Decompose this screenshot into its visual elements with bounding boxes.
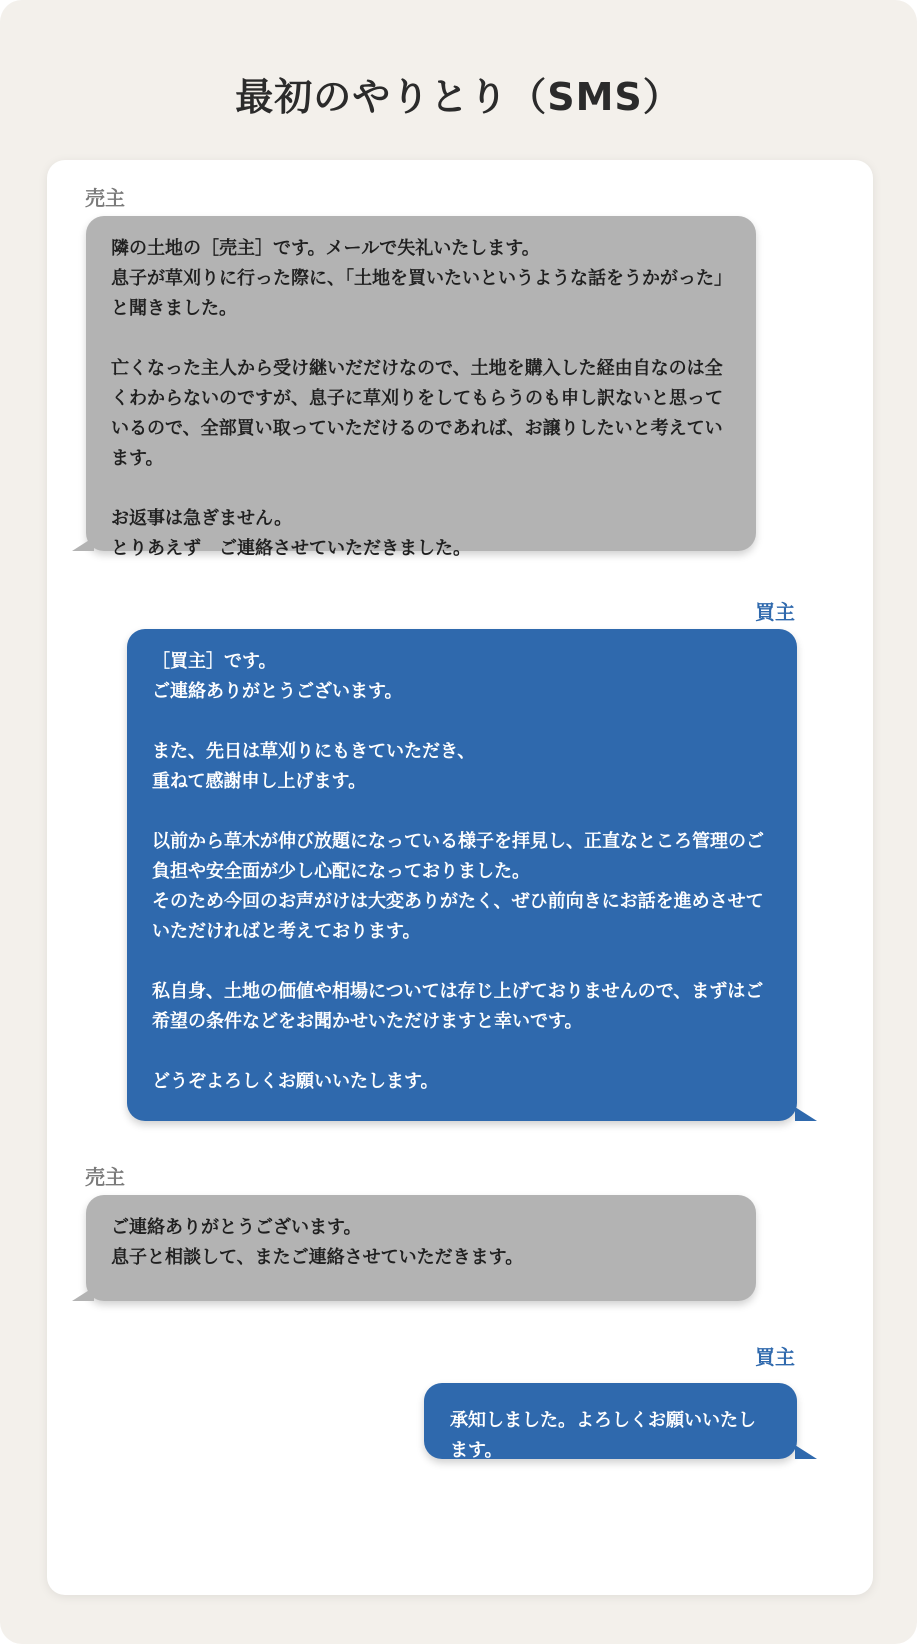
message-bubble-buyer: 承知しました。よろしくお願いいたします。 (424, 1383, 797, 1459)
bubble-tail (795, 1107, 817, 1121)
message-bubble-seller: 隣の土地の［売主］です。メールで失礼いたします。 息子が草刈りに行った際に、「土地を買いたいというような話をうかがった」と聞きました。 亡くなった主人から受け継いだだけなので、土地を購入した経由自なのは全くわからないのですが、息子に草刈りをしてもらうのも申し訳ないと思っているので、全部買い取っていただけるのであれば、お譲りしたいと考えています。 お返事は急ぎません。 とりあえず ご連絡させていただきました。 (86, 216, 756, 551)
sms-conversation-card (47, 160, 873, 1595)
bubble-tail (72, 537, 94, 551)
sender-label-buyer: 買主 (755, 600, 795, 624)
sender-label-buyer: 買主 (755, 1345, 795, 1369)
sender-label-seller: 売主 (85, 186, 125, 210)
message-bubble-buyer: ［買主］です。 ご連絡ありがとうございます。 また、先日は草刈りにもきていただき、 重ねて感謝申し上げます。 以前から草木が伸び放題になっている様子を拝見し、正直なところ管理のご負担や安全面が少し心配になっておりました。 そのため今回のお声がけは大変ありがたく、ぜひ前向きにお話を進めさせていただければと考えております。 私自身、土地の価値や相場については存じ上げておりませんので、まずはご希望の条件などをお聞かせいただけますと幸いです。 どうぞよろしくお願いいたします。 (127, 629, 797, 1121)
bubble-tail (72, 1287, 94, 1301)
bubble-tail (795, 1445, 817, 1459)
sender-label-seller: 売主 (85, 1165, 125, 1189)
page-title: 最初のやりとり（SMS） (235, 75, 682, 119)
message-bubble-seller: ご連絡ありがとうございます。 息子と相談して、またご連絡させていただきます。 (86, 1195, 756, 1301)
